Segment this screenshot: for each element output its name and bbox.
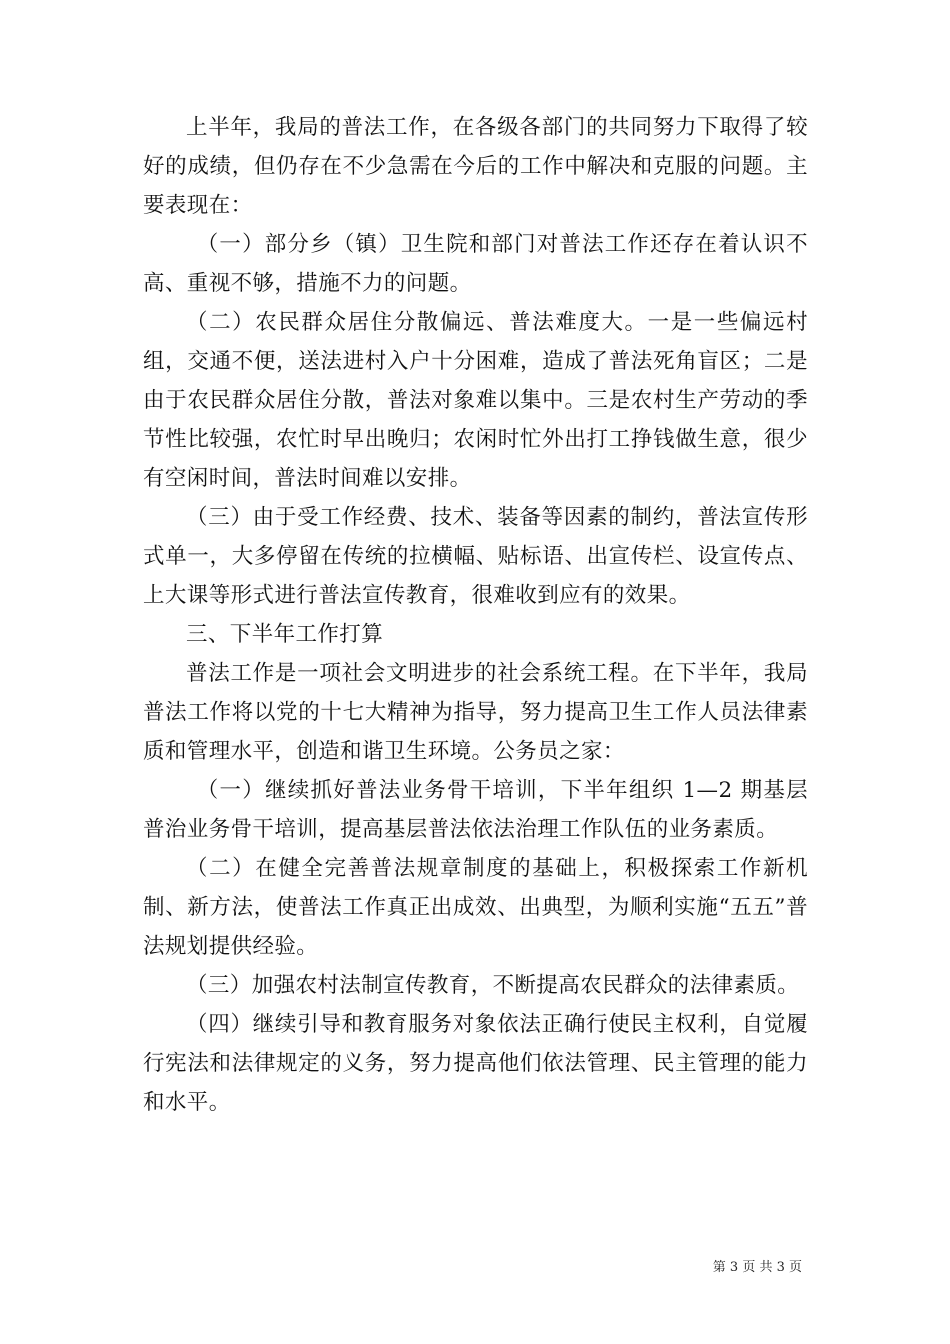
paragraph: （三）加强农村法制宣传教育，不断提高农民群众的法律素质。 <box>186 973 800 998</box>
section-heading: 三、下半年工作打算 <box>186 622 384 647</box>
paragraph: 普法工作是一项社会文明进步的社会系统工程。在下半年，我局普法工作将以党的十七大精神为指导，努力提高卫生工作人员法律素质和管理水平，创造和谐卫生环境。公务员之家： <box>143 661 808 764</box>
paragraph: （二）在健全完善普法规章制度的基础上，积极探索工作新机制、新方法，使普法工作真正出成效、出典型，为顺利实施“五五”普法规划提供经验。 <box>143 856 808 959</box>
paragraph: （二）农民群众居住分散偏远、普法难度大。一是一些偏远村组，交通不便，送法进村入户十分困难，造成了普法死角盲区；二是由于农民群众居住分散，普法对象难以集中。三是农村生产劳动的季节性比较强，农忙时早出晚归；农闲时忙外出打工挣钱做生意，很少有空闲时间，普法时间难以安排。 <box>143 310 808 491</box>
paragraph: （四）继续引导和教育服务对象依法正确行使民主权利，自觉履行宪法和法律规定的义务，努力提高他们依法管理、民主管理的能力和水平。 <box>143 1012 808 1115</box>
document-body <box>143 108 808 1122</box>
paragraph: （一）继续抓好普法业务骨干培训，下半年组织 1—2 期基层普治业务骨干培训，提高基层普法依法治理工作队伍的业务素质。 <box>143 778 808 842</box>
paragraph: 上半年，我局的普法工作，在各级各部门的共同努力下取得了较好的成绩，但仍存在不少急需在今后的工作中解决和克服的问题。主要表现在： <box>143 115 808 218</box>
page-number-footer: 第 3 页 共 3 页 <box>712 1260 802 1275</box>
paragraph: （三）由于受工作经费、技术、装备等因素的制约，普法宣传形式单一，大多停留在传统的拉横幅、贴标语、出宣传栏、设宣传点、上大课等形式进行普法宣传教育，很难收到应有的效果。 <box>143 505 808 608</box>
paragraph: （一）部分乡（镇）卫生院和部门对普法工作还存在着认识不高、重视不够，措施不力的问题。 <box>143 232 808 296</box>
